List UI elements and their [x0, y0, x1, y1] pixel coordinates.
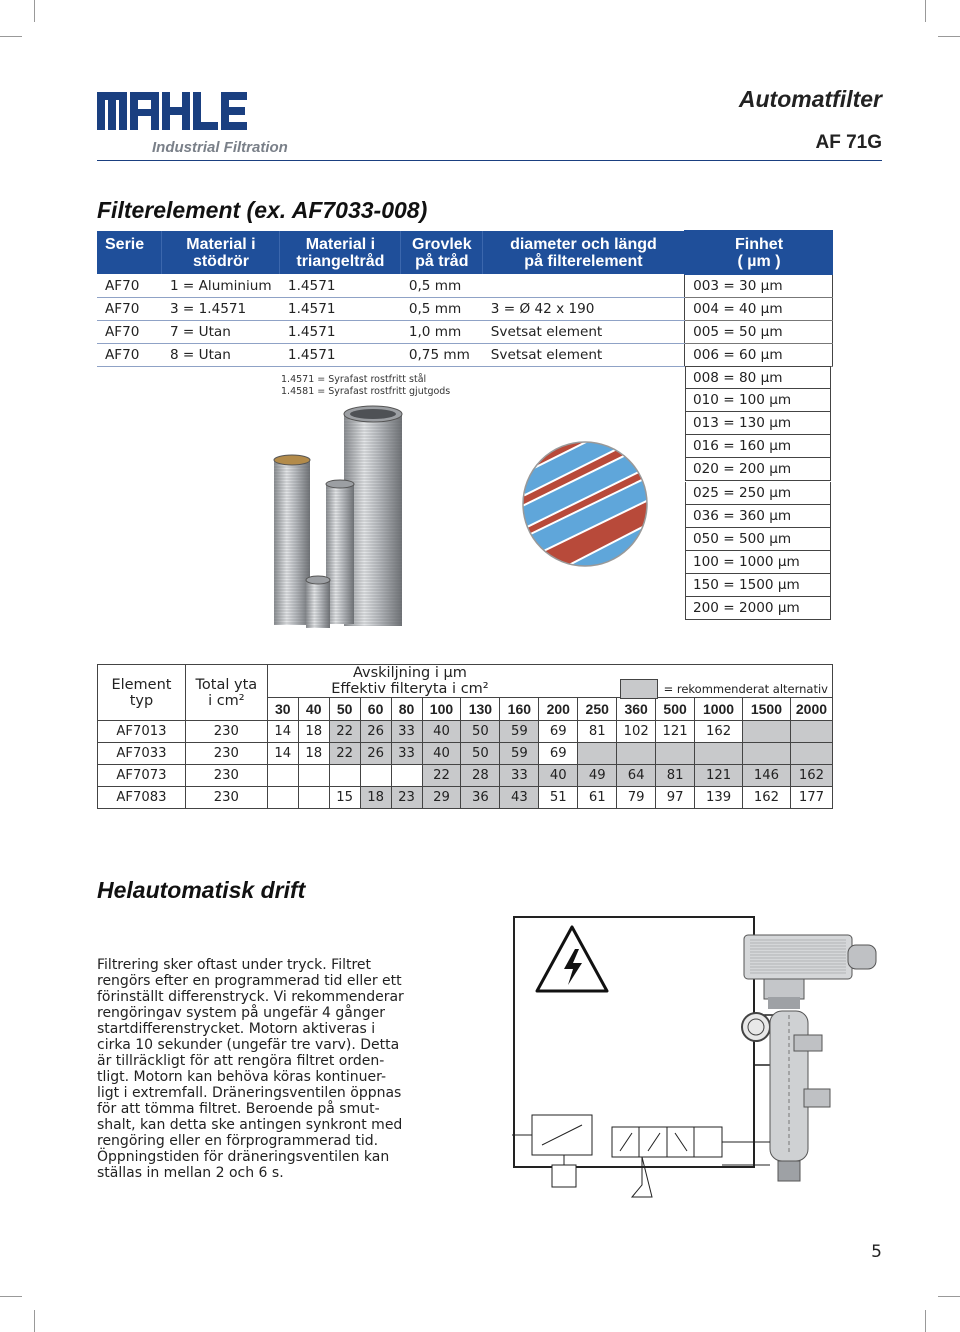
avskiljning-header — [267, 665, 832, 698]
finhet-cell: 200 = 2000 µm — [685, 597, 831, 620]
filter-housing-icon — [742, 997, 830, 1181]
separation-cell: 81 — [656, 765, 695, 787]
col-area-label: Total yta i cm² — [195, 676, 258, 709]
finhet-cell: 004 = 40 µm — [685, 298, 833, 321]
header-material-triangeltrad: Material i triangeltråd — [280, 231, 401, 274]
legend-text: = rekommenderat alternativ — [663, 682, 828, 696]
header-diameter: diameter och längd på filterelement — [483, 231, 685, 274]
micron-header: 100 — [422, 698, 461, 721]
paragraph-line: tligt. Motorn kan behöva köras kontinuer- — [97, 1069, 387, 1085]
finhet-cell: 006 = 60 µm — [685, 344, 833, 367]
separation-cell: 22 — [422, 765, 461, 787]
separation-cell: 97 — [656, 787, 695, 809]
finhet-cell: 003 = 30 µm — [685, 274, 833, 298]
spec-cell: 3 = Ø 42 x 190 — [483, 298, 685, 321]
micron-header: 50 — [329, 698, 360, 721]
separation-cell: 26 — [360, 743, 391, 765]
spec-row — [97, 321, 833, 344]
separation-cell: 121 — [656, 721, 695, 743]
separation-cell: 121 — [695, 765, 743, 787]
paragraph-line: är tillräckligt för att rengöra filtret orden- — [97, 1053, 385, 1069]
spec-cell: 0,5 mm — [401, 274, 483, 298]
area-cell: 230 — [185, 721, 267, 743]
motor-icon — [744, 935, 876, 999]
description-paragraph — [97, 957, 407, 1181]
finhet-cell: 010 = 100 µm — [685, 389, 831, 412]
separation-cell: 43 — [500, 787, 539, 809]
separation-cell: 18 — [360, 787, 391, 809]
header-grovlek: Grovlek på tråd — [401, 231, 483, 274]
crop-mark — [0, 1296, 22, 1297]
separation-cell — [790, 721, 832, 743]
micron-header: 2000 — [790, 698, 832, 721]
micron-header: 360 — [617, 698, 656, 721]
finhet-cell: 008 = 80 µm — [685, 366, 831, 389]
system-schematic-diagram — [512, 915, 884, 1215]
spec-cell: AF70 — [97, 344, 162, 367]
filter-elements-photo — [266, 400, 406, 632]
separation-cell: 15 — [329, 787, 360, 809]
micron-header: 160 — [500, 698, 539, 721]
spec-cell — [483, 274, 685, 298]
separation-cell: 28 — [461, 765, 500, 787]
spec-row — [97, 274, 833, 298]
spec-cell: 1 = Aluminium — [162, 274, 280, 298]
crop-mark — [34, 1310, 35, 1332]
cartridge-medium — [326, 480, 354, 624]
paragraph-line: startdifferenstrycket. Motorn aktiveras i — [97, 1021, 376, 1037]
separation-cell — [790, 743, 832, 765]
material-notes — [281, 374, 450, 398]
subbrand: Industrial Filtration — [152, 139, 288, 156]
micron-header: 250 — [578, 698, 617, 721]
product-title: Automatfilter — [738, 86, 882, 112]
separation-cell — [656, 743, 695, 765]
drain-valve-icon — [512, 1115, 770, 1197]
finhet-cell: 100 = 1000 µm — [685, 551, 831, 574]
section-title-filterelement: Filterelement (ex. AF7033-008) — [97, 197, 428, 223]
separation-cell — [617, 743, 656, 765]
finhet-cell: 050 = 500 µm — [685, 528, 831, 551]
separation-cell: 23 — [391, 787, 422, 809]
separation-cell — [298, 765, 329, 787]
crop-mark — [925, 1310, 926, 1332]
micron-header: 80 — [391, 698, 422, 721]
separation-cell: 33 — [391, 743, 422, 765]
separation-cell — [742, 743, 790, 765]
spec-header-row — [97, 231, 833, 274]
header-material-stodror: Material i stödrör — [162, 231, 280, 274]
separation-cell: 18 — [298, 743, 329, 765]
legend — [620, 679, 828, 699]
crop-mark — [938, 1296, 960, 1297]
finhet-cell: 150 = 1500 µm — [685, 574, 831, 597]
micron-header: 200 — [539, 698, 578, 721]
separation-cell: 162 — [695, 721, 743, 743]
spec-cell: 0,75 mm — [401, 344, 483, 367]
finhet-cell: 025 = 250 µm — [685, 482, 831, 505]
separation-cell — [298, 787, 329, 809]
paragraph-line: förinställt differenstryck. Vi rekommenderar — [97, 989, 404, 1005]
separation-row — [98, 743, 833, 765]
separation-cell: 64 — [617, 765, 656, 787]
spec-cell: 1.4571 — [280, 321, 401, 344]
logo-text: MAHLE — [97, 92, 101, 93]
finhet-cell: 036 = 360 µm — [685, 505, 831, 528]
separation-cell — [578, 743, 617, 765]
finhet-cell: 013 = 130 µm — [685, 412, 831, 435]
separation-cell: 22 — [329, 721, 360, 743]
area-cell: 230 — [185, 743, 267, 765]
spec-cell: 8 = Utan — [162, 344, 280, 367]
finhet-cell: 016 = 160 µm — [685, 435, 831, 458]
area-cell: 230 — [185, 787, 267, 809]
separation-cell: 79 — [617, 787, 656, 809]
crop-mark — [34, 0, 35, 22]
paragraph-line: rengörs efter en programmerad tid eller ett — [97, 973, 402, 989]
separation-cell: 29 — [422, 787, 461, 809]
spec-cell: Svetsat element — [483, 344, 685, 367]
page-number: 5 — [871, 1242, 882, 1262]
separation-cell: 59 — [500, 743, 539, 765]
spec-cell: AF70 — [97, 274, 162, 298]
element-type-cell: AF7033 — [98, 743, 186, 765]
separation-cell: 36 — [461, 787, 500, 809]
cartridge-tall — [274, 455, 310, 625]
separation-cell: 81 — [578, 721, 617, 743]
element-type-cell: AF7083 — [98, 787, 186, 809]
header-finhet: Finhet ( µm ) — [685, 231, 833, 274]
avskiljning-line1: Avskiljning i µm — [352, 665, 467, 681]
separation-row — [98, 787, 833, 809]
micron-header: 130 — [461, 698, 500, 721]
separation-cell: 18 — [298, 721, 329, 743]
paragraph-line: ställas in mellan 2 och 6 s. — [97, 1165, 284, 1181]
cartridge-small — [306, 576, 330, 628]
separation-cell — [742, 721, 790, 743]
spec-row — [97, 344, 833, 367]
paragraph-line: rengöring eller en förprogrammerad tid. — [97, 1133, 379, 1149]
separation-cell: 33 — [500, 765, 539, 787]
separation-cell — [329, 765, 360, 787]
section-title-helautomatisk: Helautomatisk drift — [97, 877, 306, 903]
separation-cell: 51 — [539, 787, 578, 809]
spec-cell: 3 = 1.4571 — [162, 298, 280, 321]
separation-cell: 40 — [539, 765, 578, 787]
separation-cell: 50 — [461, 721, 500, 743]
wedge-wire-detail-image — [520, 440, 650, 568]
spec-cell: 1.4571 — [280, 274, 401, 298]
paragraph-line: ligt i extremfall. Dräneringsventilen öppnas — [97, 1085, 402, 1101]
separation-cell: 177 — [790, 787, 832, 809]
spec-cell: AF70 — [97, 321, 162, 344]
separation-cell: 22 — [329, 743, 360, 765]
separation-cell: 26 — [360, 721, 391, 743]
paragraph-line: cirka 10 sekunder (ungefär tre varv). Detta — [97, 1037, 400, 1053]
separation-row — [98, 765, 833, 787]
spec-cell: 1,0 mm — [401, 321, 483, 344]
separation-cell — [267, 787, 298, 809]
separation-cell: 69 — [539, 743, 578, 765]
micron-header: 40 — [298, 698, 329, 721]
product-code: AF 71G — [815, 132, 882, 153]
separation-cell: 102 — [617, 721, 656, 743]
legend-swatch — [620, 679, 658, 699]
mahle-logo — [97, 92, 247, 130]
separation-cell — [695, 743, 743, 765]
paragraph-line: Filtrering sker oftast under tryck. Filtret — [97, 957, 372, 973]
micron-header: 60 — [360, 698, 391, 721]
separation-cell: 14 — [267, 721, 298, 743]
finhet-cell: 020 = 200 µm — [685, 458, 831, 481]
separation-cell: 33 — [391, 721, 422, 743]
spec-cell: 0,5 mm — [401, 298, 483, 321]
header-rule — [97, 160, 882, 161]
separation-cell: 69 — [539, 721, 578, 743]
separation-cell: 139 — [695, 787, 743, 809]
micron-header: 30 — [267, 698, 298, 721]
separation-row — [98, 721, 833, 743]
spec-cell: 1.4571 — [280, 298, 401, 321]
mahle-logo-graphic — [97, 92, 247, 130]
crop-mark — [938, 36, 960, 37]
separation-cell: 50 — [461, 743, 500, 765]
avskiljning-line2: Effektiv filteryta i cm² — [331, 681, 489, 697]
element-type-cell: AF7013 — [98, 721, 186, 743]
separation-table — [97, 664, 833, 809]
separation-cell — [267, 765, 298, 787]
paragraph-line: för att tömma filtret. Beroende på smut- — [97, 1101, 380, 1117]
finhet-cell: 005 = 50 µm — [685, 321, 833, 344]
spec-table — [97, 230, 833, 367]
crop-mark — [0, 36, 22, 37]
separation-cell — [360, 765, 391, 787]
separation-cell: 61 — [578, 787, 617, 809]
area-cell: 230 — [185, 765, 267, 787]
separation-cell: 59 — [500, 721, 539, 743]
separation-cell: 162 — [742, 787, 790, 809]
warning-voltage-icon — [537, 927, 607, 991]
micron-header: 500 — [656, 698, 695, 721]
col-element-label: Element typ — [111, 676, 172, 709]
micron-header: 1000 — [695, 698, 743, 721]
spec-cell: 7 = Utan — [162, 321, 280, 344]
paragraph-line: shalt, kan detta ske antingen synkront med — [97, 1117, 403, 1133]
spec-cell: 1.4571 — [280, 344, 401, 367]
paragraph-line: Öppningstiden för dräneringsventilen kan — [97, 1149, 390, 1165]
paragraph-line: rengöringav system på ungefär 4 gånger — [97, 1005, 385, 1021]
element-type-cell: AF7073 — [98, 765, 186, 787]
spec-cell: AF70 — [97, 298, 162, 321]
note-line: 1.4581 = Syrafast rostfritt gjutgods — [281, 386, 451, 397]
separation-cell: 146 — [742, 765, 790, 787]
separation-cell: 40 — [422, 743, 461, 765]
micron-header: 1500 — [742, 698, 790, 721]
separation-cell: 40 — [422, 721, 461, 743]
separation-cell: 14 — [267, 743, 298, 765]
header-serie: Serie — [97, 231, 162, 274]
separation-cell: 162 — [790, 765, 832, 787]
separation-cell: 49 — [578, 765, 617, 787]
separation-cell — [391, 765, 422, 787]
note-line: 1.4571 = Syrafast rostfritt stål — [281, 374, 427, 385]
spec-cell: Svetsat element — [483, 321, 685, 344]
spec-row — [97, 298, 833, 321]
crop-mark — [925, 0, 926, 22]
